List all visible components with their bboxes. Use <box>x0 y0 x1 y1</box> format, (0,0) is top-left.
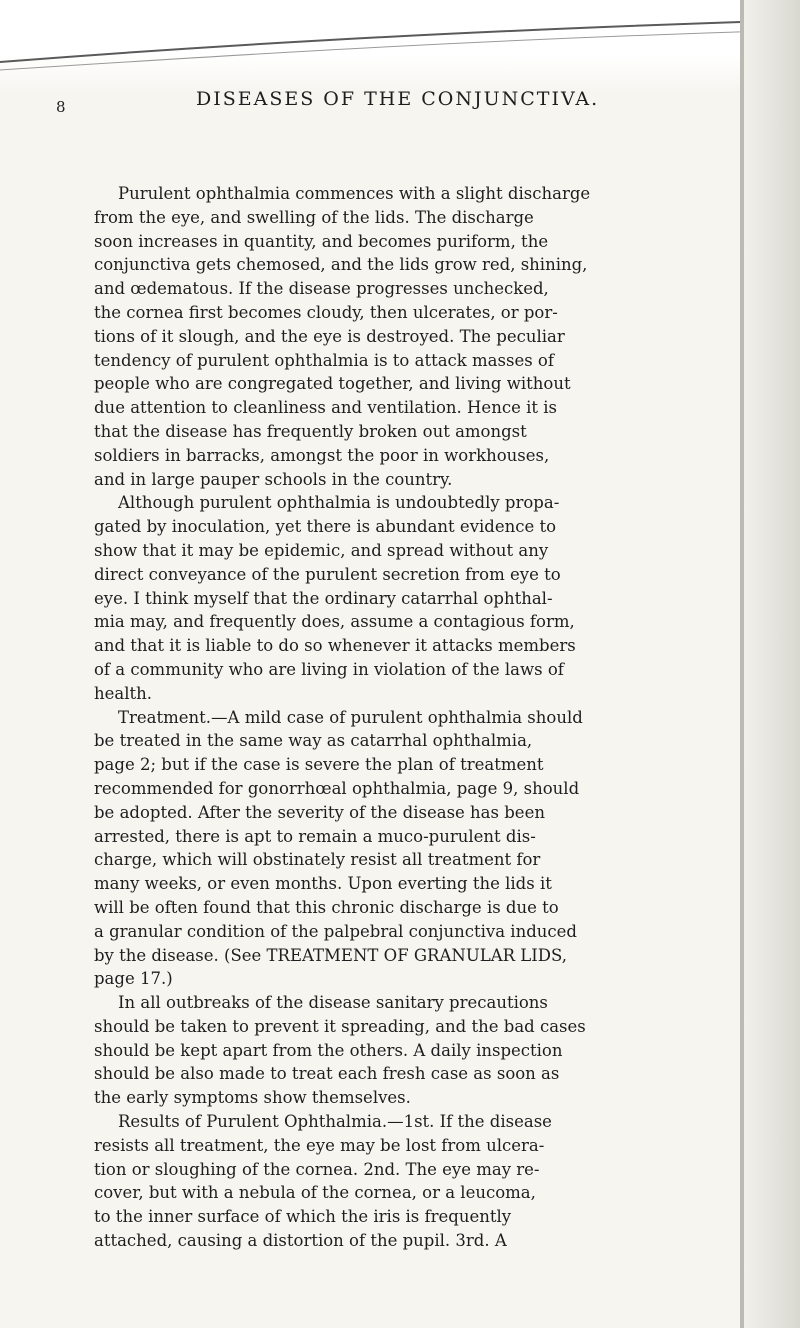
page-number: 8 <box>56 98 66 116</box>
text-line: that the disease has frequently broken out amongst <box>94 421 527 441</box>
text-line: tions of it slough, and the eye is destroyed. The peculiar <box>94 326 565 346</box>
text-line: should be also made to treat each fresh case as soon as <box>94 1064 560 1084</box>
text-line: charge, which will obstinately resist all treatment for <box>94 850 541 870</box>
text-line: arrested, there is apt to remain a muco-purulent dis- <box>94 826 536 846</box>
body-text <box>94 182 734 1253</box>
page-gutter-shadow <box>740 0 744 1328</box>
text-line: recommended for gonorrhœal ophthalmia, page 9, should <box>94 778 580 798</box>
text-line: Treatment.—A mild case of purulent ophthalmia should <box>118 707 583 727</box>
text-line: the cornea first becomes cloudy, then ulcerates, or por- <box>94 302 558 322</box>
text-line: should be kept apart from the others. A daily inspection <box>94 1040 563 1060</box>
text-line: cover, but with a nebula of the cornea, or a leucoma, <box>94 1183 536 1203</box>
text-line: and in large pauper schools in the country. <box>94 469 453 489</box>
text-line: will be often found that this chronic discharge is due to <box>94 897 559 917</box>
text-line: soldiers in barracks, amongst the poor in workhouses, <box>94 445 550 465</box>
text-line: direct conveyance of the purulent secretion from eye to <box>94 564 561 584</box>
page-top-curl <box>0 0 800 92</box>
text-line: eye. I think myself that the ordinary catarrhal ophthal- <box>94 588 553 608</box>
text-line: should be taken to prevent it spreading, and the bad cases <box>94 1016 586 1036</box>
text-line: tion or sloughing of the cornea. 2nd. The eye may re- <box>94 1159 540 1179</box>
running-title: DISEASES OF THE CONJUNCTIVA. <box>196 88 600 110</box>
text-line: show that it may be epidemic, and spread without any <box>94 540 549 560</box>
text-line: from the eye, and swelling of the lids. The discharge <box>94 207 534 227</box>
text-line: conjunctiva gets chemosed, and the lids grow red, shining, <box>94 255 588 275</box>
text-line: page 17.) <box>94 969 173 989</box>
text-line: page 2; but if the case is severe the plan of treatment <box>94 755 544 775</box>
text-line: tendency of purulent ophthalmia is to attack masses of <box>94 350 554 370</box>
text-line: health. <box>94 683 153 703</box>
text-line: resists all treatment, the eye may be lost from ulcera- <box>94 1135 545 1155</box>
text-line: of a community who are living in violation of the laws of <box>94 659 564 679</box>
text-line: Results of Purulent Ophthalmia.—1st. If the disease <box>118 1112 552 1132</box>
text-line: a granular condition of the palpebral conjunctiva induced <box>94 921 577 941</box>
text-line: people who are congregated together, and living without <box>94 374 571 394</box>
text-line: due attention to cleanliness and ventilation. Hence it is <box>94 398 557 418</box>
text-line: Purulent ophthalmia commences with a slight discharge <box>118 184 591 203</box>
text-line: attached, causing a distortion of the pupil. 3rd. A <box>94 1231 507 1251</box>
text-line: and œdematous. If the disease progresses unchecked, <box>94 279 549 299</box>
text-line: many weeks, or even months. Upon everting the lids it <box>94 874 552 894</box>
text-line: to the inner surface of which the iris is frequently <box>94 1207 512 1227</box>
text-line: In all outbreaks of the disease sanitary precautions <box>118 993 548 1013</box>
text-line: Although purulent ophthalmia is undoubtedly propa- <box>118 493 560 513</box>
page-edge-line <box>0 18 800 88</box>
text-line: be treated in the same way as catarrhal ophthalmia, <box>94 731 533 751</box>
text-line: soon increases in quantity, and becomes puriform, the <box>94 231 549 251</box>
text-line: the early symptoms show themselves. <box>94 1088 411 1108</box>
adjacent-page-edge <box>742 0 800 1328</box>
text-line: be adopted. After the severity of the disease has been <box>94 802 545 822</box>
text-line: gated by inoculation, yet there is abundant evidence to <box>94 517 557 537</box>
text-line: mia may, and frequently does, assume a contagious form, <box>94 612 575 632</box>
text-line: by the disease. (See TREATMENT OF GRANULAR LIDS, <box>94 945 567 965</box>
text-line: and that it is liable to do so whenever it attacks members <box>94 636 576 656</box>
